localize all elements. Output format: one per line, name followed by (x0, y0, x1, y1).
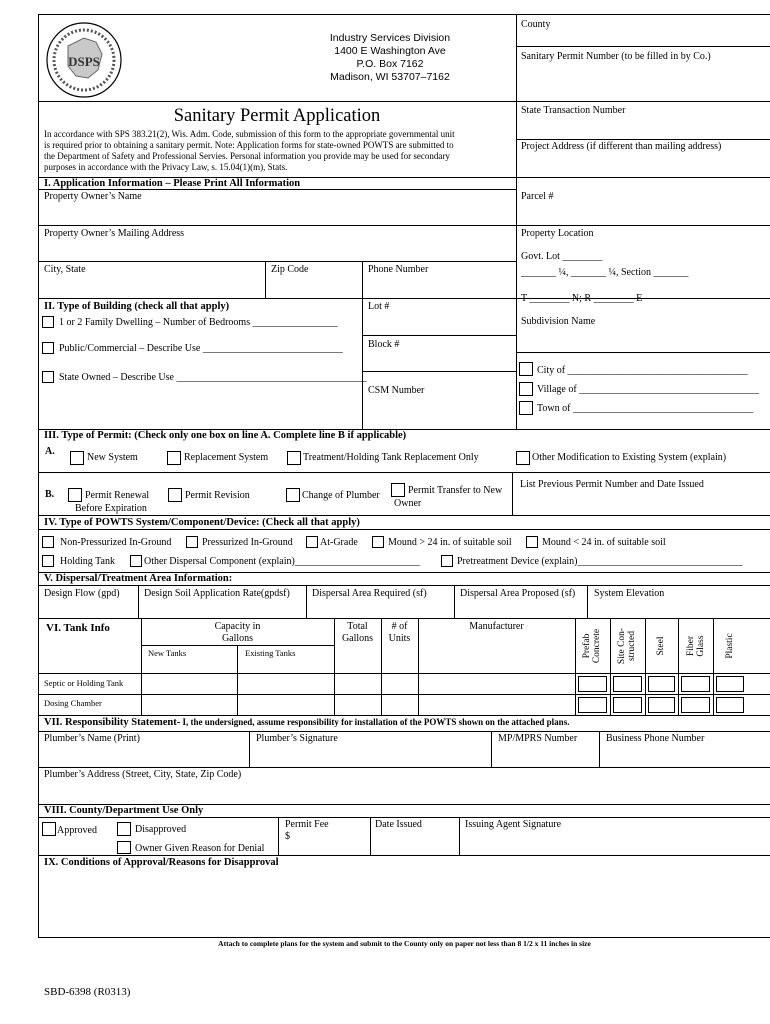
approved-label: Approved (57, 825, 97, 836)
phone-number-label: Phone Number (368, 264, 429, 275)
permit-fee-field[interactable] (294, 831, 366, 845)
other-modification-checkbox[interactable] (516, 451, 530, 465)
block-field[interactable] (368, 353, 510, 369)
other-modification-label: Other Modification to Existing System (explain) (532, 452, 727, 463)
township-range-label: T ________ N; R ________ E (521, 293, 643, 304)
non-pressurized-label: Non-Pressurized In-Ground (60, 537, 172, 548)
sanitary-permit-number-label: Sanitary Permit Number (to be filled in by Co.) (521, 51, 711, 62)
at-grade-checkbox[interactable] (306, 536, 318, 548)
date-issued-field[interactable] (375, 833, 455, 851)
treatment-replacement-label: Treatment/Holding Tank Replacement Only (303, 452, 479, 463)
section-4-heading: IV. Type of POWTS System/Component/Device: (Check all that apply) (44, 517, 360, 528)
block-label: Block # (368, 339, 400, 350)
line-b-label: B. (45, 489, 55, 500)
city-state-label: City, State (44, 264, 86, 275)
septic-plastic-checkbox[interactable] (716, 676, 744, 692)
business-phone-field[interactable] (606, 747, 766, 764)
change-plumber-label: Change of Plumber (302, 490, 380, 501)
disapproved-label: Disapproved (135, 824, 187, 835)
dosing-manufacturer-field[interactable] (421, 697, 572, 713)
before-expiration-label: Before Expiration (75, 503, 147, 514)
owner-name-field[interactable] (44, 205, 510, 222)
septic-units-field[interactable] (384, 676, 415, 692)
dosing-site-checkbox[interactable] (613, 697, 642, 713)
page-title: Sanitary Permit Application (173, 106, 381, 126)
disapproved-checkbox[interactable] (117, 822, 131, 836)
mound-gt-checkbox[interactable] (372, 536, 384, 548)
approved-checkbox[interactable] (42, 822, 56, 836)
new-tanks-header: New Tanks (148, 648, 187, 658)
subdivision-name-label: Subdivision Name (521, 316, 596, 327)
govt-lot-label: Govt. Lot ________ (521, 251, 603, 262)
owner-reason-label: Owner Given Reason for Denial (135, 843, 265, 854)
project-address-label: Project Address (if different than mailing address) (521, 141, 722, 152)
owner-reason-checkbox[interactable] (117, 841, 131, 854)
plumber-name-field[interactable] (44, 747, 244, 764)
permit-transfer-owner-label: Owner (394, 498, 422, 509)
septic-total-gallons-field[interactable] (337, 676, 378, 692)
quarter-section-label: _______ ¼, _______ ¼, Section _______ (521, 267, 689, 278)
septic-existing-tanks-field[interactable] (240, 676, 331, 692)
plumber-signature-label: Plumber’s Signature (256, 733, 338, 744)
svg-text:DSPS: DSPS (68, 54, 100, 69)
plastic-header: Plastic (725, 633, 735, 659)
design-flow-label: Design Flow (gpd) (44, 588, 120, 599)
steel-header: Steel (656, 636, 666, 656)
other-dispersal-checkbox[interactable] (130, 555, 142, 567)
permit-renewal-checkbox[interactable] (68, 488, 82, 502)
village-of-label: Village of ____________________________________ (537, 384, 760, 395)
issuing-agent-field[interactable] (465, 833, 765, 851)
family-dwelling-checkbox[interactable] (42, 316, 54, 328)
system-elevation-field[interactable] (594, 601, 766, 616)
section-1-heading: I. Application Information – Please Print All Information (44, 178, 301, 189)
division-street: 1400 E Washington Ave (334, 45, 446, 57)
mp-mprs-label: MP/MPRS Number (498, 733, 578, 744)
septic-site-checkbox[interactable] (613, 676, 642, 692)
design-flow-field[interactable] (44, 601, 134, 616)
dosing-row-label: Dosing Chamber (44, 698, 102, 708)
public-commercial-checkbox[interactable] (42, 342, 54, 354)
family-dwelling-label: 1 or 2 Family Dwelling – Number of Bedrooms _________________ (59, 317, 338, 328)
parcel-label: Parcel # (521, 191, 554, 202)
intro-line-1: In accordance with SPS 383.21(2), Wis. Adm. Code, submission of this form to the appropriate governmental unit (44, 129, 455, 139)
units-header-2: Units (388, 633, 411, 644)
csm-number-label: CSM Number (368, 385, 425, 396)
plumber-signature-field[interactable] (256, 747, 486, 764)
parcel-field[interactable] (521, 205, 766, 222)
capacity-header: Capacity in (214, 621, 261, 632)
previous-permit-field[interactable] (520, 494, 766, 512)
county-label: County (521, 19, 551, 30)
project-address-field[interactable] (521, 155, 766, 175)
intro-line-2: is required prior to obtaining a sanitary permit. Note: Application forms for state-owned POWTS are submitted to (44, 140, 454, 150)
dosing-steel-checkbox[interactable] (648, 697, 675, 713)
lot-field[interactable] (368, 315, 510, 332)
division-city: Madison, WI 53707–7162 (330, 71, 450, 83)
replacement-system-label: Replacement System (184, 452, 269, 463)
section-3-heading: III. Type of Permit: (Check only one box on line A. Complete line B if applicable) (44, 430, 407, 441)
state-owned-label: State Owned – Describe Use ______________________________________ (59, 372, 367, 383)
septic-steel-checkbox[interactable] (648, 676, 675, 692)
septic-row-label: Septic or Holding Tank (44, 678, 124, 688)
permit-fee-label: Permit Fee (285, 819, 329, 830)
system-elevation-label: System Elevation (594, 588, 665, 599)
phone-number-field[interactable] (368, 278, 510, 295)
change-plumber-checkbox[interactable] (286, 488, 300, 502)
plumber-address-label: Plumber’s Address (Street, City, State, Zip Code) (44, 769, 242, 780)
property-location-label: Property Location (521, 228, 594, 239)
area-proposed-label: Dispersal Area Proposed (sf) (460, 588, 576, 599)
city-of-checkbox[interactable] (519, 362, 533, 376)
zip-code-label: Zip Code (271, 264, 309, 275)
permit-fee-dollar: $ (285, 831, 290, 842)
area-required-label: Dispersal Area Required (sf) (312, 588, 427, 599)
dosing-total-gallons-field[interactable] (337, 697, 378, 713)
new-system-label: New System (87, 452, 138, 463)
attach-note: Attach to complete plans for the system and submit to the County only on paper not less than 8 1/2 x 11 inches in size (218, 939, 591, 948)
town-of-checkbox[interactable] (519, 401, 533, 415)
mailing-address-field[interactable] (44, 242, 510, 259)
fiber-glass-header: Fiber Glass (686, 635, 706, 657)
manufacturer-header: Manufacturer (469, 621, 524, 632)
replacement-system-checkbox[interactable] (167, 451, 181, 465)
public-commercial-label: Public/Commercial – Describe Use ____________________________ (59, 343, 343, 354)
dsps-logo (44, 20, 124, 100)
capacity-gallons-header: Gallons (221, 633, 254, 644)
list-previous-permit-label: List Previous Permit Number and Date Issued (520, 479, 704, 490)
mp-mprs-field[interactable] (498, 747, 594, 764)
mound-lt-label: Mound < 24 in. of suitable soil (542, 537, 666, 548)
city-state-field[interactable] (44, 278, 260, 295)
issuing-agent-label: Issuing Agent Signature (465, 819, 562, 830)
state-owned-checkbox[interactable] (42, 371, 54, 383)
existing-tanks-header: Existing Tanks (245, 648, 296, 658)
prefab-concrete-header: Prefab Concrete (582, 628, 602, 664)
village-of-checkbox[interactable] (519, 382, 533, 396)
area-proposed-field[interactable] (460, 601, 584, 616)
pretreatment-label: Pretreatment Device (explain)_________________________________ (457, 556, 743, 567)
total-gallons-header: Total (347, 621, 368, 632)
csm-number-field[interactable] (368, 400, 510, 426)
county-field[interactable] (521, 31, 766, 44)
section-9-heading: IX. Conditions of Approval/Reasons for Disapproval (44, 857, 279, 868)
conditions-field[interactable] (44, 872, 768, 936)
septic-manufacturer-field[interactable] (421, 676, 572, 692)
sanitary-permit-number-field[interactable] (521, 66, 766, 96)
section-5-heading: V. Dispersal/Treatment Area Information: (44, 573, 233, 584)
mound-gt-label: Mound > 24 in. of suitable soil (388, 537, 512, 548)
non-pressurized-checkbox[interactable] (42, 536, 54, 548)
dosing-new-tanks-field[interactable] (144, 697, 234, 713)
town-of-label: Town of ____________________________________ (537, 403, 753, 414)
subdivision-name-field[interactable] (521, 330, 766, 350)
permit-revision-label: Permit Revision (185, 490, 250, 501)
pressurized-checkbox[interactable] (186, 536, 198, 548)
division-pobox: P.O. Box 7162 (356, 58, 424, 70)
design-soil-rate-label: Design Soil Application Rate(gpdsf) (144, 588, 290, 599)
septic-new-tanks-field[interactable] (144, 676, 234, 692)
division-name: Industry Services Division (329, 32, 451, 44)
dosing-prefab-checkbox[interactable] (578, 697, 607, 713)
mound-lt-checkbox[interactable] (526, 536, 538, 548)
dosing-plastic-checkbox[interactable] (716, 697, 744, 713)
section-7-heading: VII. Responsibility Statement- I, the undersigned, assume responsibility for installation of the POWTS shown on the attached plans. (44, 717, 570, 728)
line-a-label: A. (45, 446, 55, 457)
total-gallons-header-2: Gallons (341, 633, 374, 644)
plumber-name-label: Plumber’s Name (Print) (44, 733, 140, 744)
dosing-units-field[interactable] (384, 697, 415, 713)
intro-line-4: purposes in accordance with the Privacy Law, s. 15.04(1)(m), Stats. (44, 162, 288, 172)
design-soil-rate-field[interactable] (144, 601, 302, 616)
section-8-heading: VIII. County/Department Use Only (44, 805, 204, 816)
other-dispersal-label: Other Dispersal Component (explain)_________________________ (144, 556, 420, 567)
state-transaction-number-field[interactable] (521, 118, 766, 136)
septic-prefab-checkbox[interactable] (578, 676, 607, 692)
permit-revision-checkbox[interactable] (168, 488, 182, 502)
at-grade-label: At-Grade (320, 537, 358, 548)
new-system-checkbox[interactable] (70, 451, 84, 465)
dosing-fiberglass-checkbox[interactable] (681, 697, 710, 713)
section-6-heading: VI. Tank Info (46, 622, 110, 634)
septic-fiberglass-checkbox[interactable] (681, 676, 710, 692)
owner-name-label: Property Owner’s Name (44, 191, 142, 202)
date-issued-label: Date Issued (375, 819, 422, 830)
mailing-address-label: Property Owner’s Mailing Address (44, 228, 185, 239)
zip-code-field[interactable] (271, 278, 357, 295)
site-constructed-header: Site Con- structed (617, 627, 637, 665)
units-header: # of (391, 621, 408, 632)
form-number: SBD-6398 (R0313) (44, 986, 131, 998)
permit-transfer-checkbox[interactable] (391, 483, 405, 497)
pretreatment-checkbox[interactable] (441, 555, 453, 567)
state-transaction-number-label: State Transaction Number (521, 105, 626, 116)
holding-tank-checkbox[interactable] (42, 555, 54, 567)
lot-label: Lot # (368, 301, 390, 312)
city-of-label: City of ____________________________________ (537, 365, 748, 376)
plumber-address-field[interactable] (44, 783, 766, 801)
permit-transfer-label: Permit Transfer to New (408, 485, 503, 496)
intro-line-3: the Department of Safety and Professional Servies. Personal information you provide may be used for secondary (44, 151, 450, 161)
permit-renewal-label: Permit Renewal (85, 490, 150, 501)
pressurized-label: Pressurized In-Ground (202, 537, 293, 548)
area-required-field[interactable] (312, 601, 450, 616)
treatment-replacement-checkbox[interactable] (287, 451, 301, 465)
holding-tank-label: Holding Tank (60, 556, 115, 567)
section-2-heading: II. Type of Building (check all that apply) (44, 301, 230, 312)
dosing-existing-tanks-field[interactable] (240, 697, 331, 713)
business-phone-label: Business Phone Number (606, 733, 705, 744)
